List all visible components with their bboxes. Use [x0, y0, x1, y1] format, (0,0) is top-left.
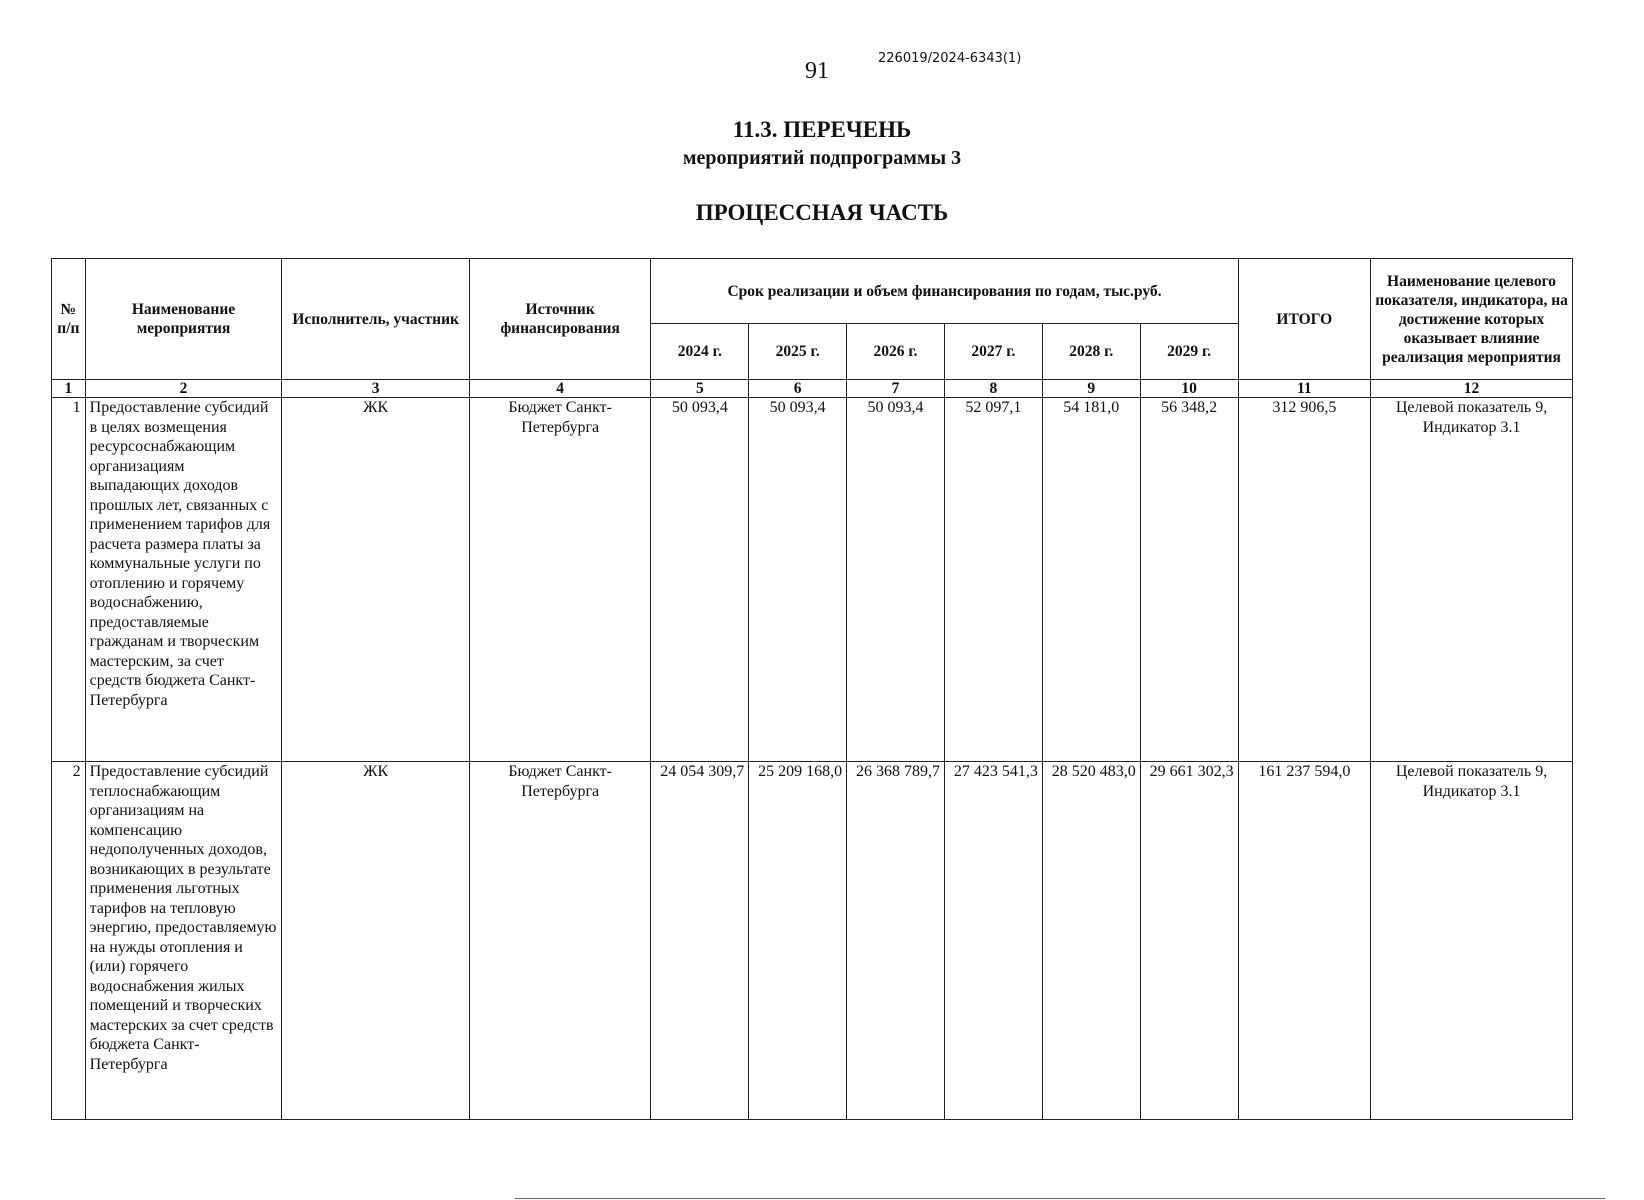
executor: ЖК [282, 762, 470, 1120]
header-name: Наименование мероприятия [85, 259, 282, 380]
value-2024: 50 093,4 [651, 398, 749, 762]
executor: ЖК [282, 398, 470, 762]
value-2028: 54 181,0 [1042, 398, 1140, 762]
value-2027: 27 423 541,3 [944, 762, 1042, 1120]
column-number: 10 [1140, 380, 1238, 398]
column-number: 1 [52, 380, 86, 398]
value-2026: 50 093,4 [847, 398, 945, 762]
section-title: ПРОЦЕССНАЯ ЧАСТЬ [695, 200, 949, 225]
funding-source: Бюджет Санкт-Петербурга [469, 398, 650, 762]
header-num: № п/п [52, 259, 86, 380]
indicator: Целевой показатель 9, Индикатор 3.1 [1371, 762, 1573, 1120]
measure-name: Предоставление субсидий в целях возмещения ресурсоснабжающим организациям выпадающих доходов прошлых лет, связанных с применением тарифов для расчета размера платы за коммунальные услуги по отоплению и горячему водоснабжению, предоставляемые гражданам и творческим мастерским, за счет средств бюджета Санкт-Петербурга [85, 398, 282, 762]
value-2025: 25 209 168,0 [749, 762, 847, 1120]
header-total: ИТОГО [1238, 259, 1371, 380]
value-2026: 26 368 789,7 [847, 762, 945, 1120]
header-period: Срок реализации и объем финансирования по годам, тыс.руб. [651, 259, 1238, 324]
document-id: 226019/2024-6343(1) [878, 51, 1022, 66]
header-year: 2028 г. [1042, 324, 1140, 380]
header-executor: Исполнитель, участник [282, 259, 470, 380]
value-2024: 24 054 309,7 [651, 762, 749, 1120]
column-number: 5 [651, 380, 749, 398]
document-title: 11.3. ПЕРЕЧЕНЬ [732, 117, 912, 142]
header-row [52, 259, 1573, 324]
header-year: 2026 г. [847, 324, 945, 380]
indicator: Целевой показатель 9, Индикатор 3.1 [1371, 398, 1573, 762]
row-num: 2 [52, 762, 86, 1120]
footer-divider [515, 1198, 1605, 1199]
value-2029: 29 661 302,3 [1140, 762, 1238, 1120]
total-value: 161 237 594,0 [1238, 762, 1371, 1120]
column-number: 4 [469, 380, 650, 398]
column-number: 11 [1238, 380, 1371, 398]
header-year: 2027 г. [944, 324, 1042, 380]
column-number: 7 [847, 380, 945, 398]
row-num: 1 [52, 398, 86, 762]
value-2029: 56 348,2 [1140, 398, 1238, 762]
header-year: 2025 г. [749, 324, 847, 380]
column-numbers-row [52, 380, 1573, 398]
header-year: 2029 г. [1140, 324, 1238, 380]
value-2028: 28 520 483,0 [1042, 762, 1140, 1120]
column-number: 6 [749, 380, 847, 398]
header-year: 2024 г. [651, 324, 749, 380]
column-number: 2 [85, 380, 282, 398]
page-number: 91 [805, 58, 829, 84]
column-number: 9 [1042, 380, 1140, 398]
table-row [52, 398, 1573, 762]
column-number: 3 [282, 380, 470, 398]
header-indicator: Наименование целевого показателя, индикатора, на достижение которых оказывает влияние реализация мероприятия [1371, 259, 1573, 380]
document-subtitle: мероприятий подпрограммы 3 [682, 147, 962, 169]
column-number: 8 [944, 380, 1042, 398]
value-2027: 52 097,1 [944, 398, 1042, 762]
value-2025: 50 093,4 [749, 398, 847, 762]
total-value: 312 906,5 [1238, 398, 1371, 762]
column-number: 12 [1371, 380, 1573, 398]
table-row [52, 762, 1573, 1120]
measure-name: Предоставление субсидий теплоснабжающим организациям на компенсацию недополученных доходов, возникающих в результате применения льготных тарифов на тепловую энергию, предоставляемую на нужды отопления и (или) горячего водоснабжения жилых помещений и творческих мастерских за счет средств бюджета Санкт-Петербурга [85, 762, 282, 1120]
funding-source: Бюджет Санкт-Петербурга [469, 762, 650, 1120]
header-source: Источник финансирования [469, 259, 650, 380]
measures-table [51, 258, 1573, 1120]
